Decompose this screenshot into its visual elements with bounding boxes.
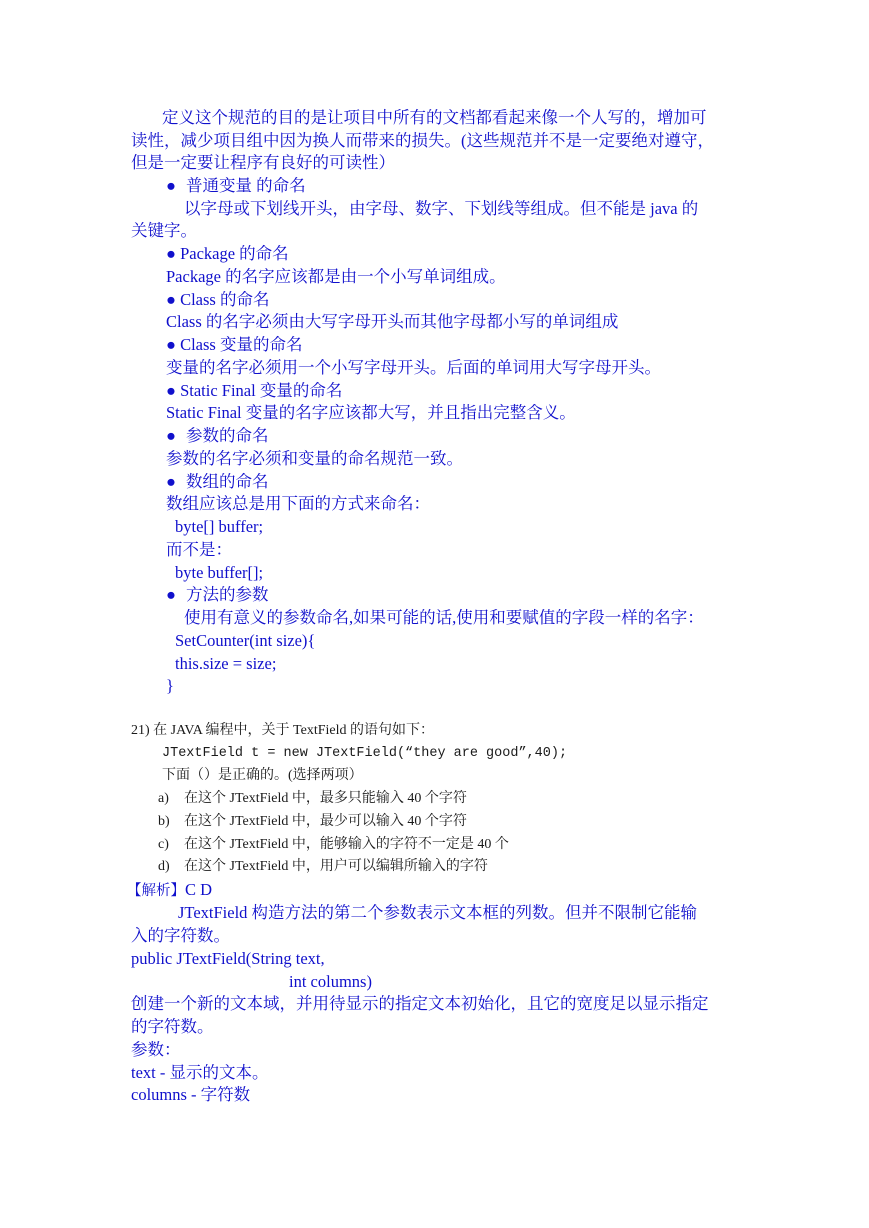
package-desc: Package 的名字应该都是由一个小写单词组成。 [166,267,506,286]
class-title: ● Class 的命名 [166,290,270,309]
answer-value: C D [185,880,213,899]
option-letter: b) [158,814,170,829]
static-title: ● Static Final 变量的命名 [166,381,343,400]
answer-label: 【解析】 [127,883,185,899]
array-title [166,471,269,493]
static-desc: Static Final 变量的名字应该都大写，并且指出完整含义。 [166,403,576,422]
option-text: 在这个 JTextField 中，最少可以输入 40 个字符 [184,814,467,829]
option-letter: a) [158,791,169,806]
param-title-text: 参数的命名 [186,426,269,445]
bullet-icon: ● [166,585,176,604]
option-a [158,789,467,809]
option-text: 在这个 JTextField 中，能够输入的字符不一定是 40 个 [184,837,509,852]
question-stem: 21) 在 JAVA 编程中，关于 TextField 的语句如下： [131,723,435,738]
bullet-icon: ● [166,426,176,445]
option-text: 在这个 JTextField 中，最多只能输入 40 个字符 [184,791,467,806]
array-title-text: 数组的命名 [186,472,269,491]
param-title [166,425,269,447]
desc-line-2: 的字符数。 [131,1017,214,1036]
array-good: byte[] buffer; [175,517,264,536]
var-desc-line-1: 以字母或下划线开头，由字母、数字、下划线等组成。但不能是 java 的 [184,199,699,218]
method-desc: 使用有意义的参数命名,如果可能的话,使用和要赋值的字段一样的名字： [184,608,704,627]
var-title-text: 普通变量 的命名 [186,176,306,195]
array-bad: byte buffer[]; [175,563,264,582]
question-code: JTextField t = new JTextField(“they are good”,40); [162,746,568,761]
var-title [166,175,306,197]
param-text: text - 显示的文本。 [131,1063,269,1082]
params-label: 参数： [131,1040,181,1059]
intro-line-1: 定义这个规范的目的是让项目中所有的文档都看起来像一个人写的，增加可 [162,108,707,127]
package-title: ● Package 的命名 [166,244,289,263]
desc-line-1: 创建一个新的文本域，并用待显示的指定文本初始化，且它的宽度足以显示指定 [131,994,709,1013]
var-desc-line-2: 关键字。 [131,221,197,240]
class-desc: Class 的名字必须由大写字母开头而其他字母都小写的单词组成 [166,312,619,331]
option-b [158,812,467,832]
code-line-2: this.size = size; [175,654,277,673]
signature-line-2: int columns) [289,972,372,991]
expl-line-1: JTextField 构造方法的第二个参数表示文本框的列数。但并不限制它能输 [178,903,698,922]
array-desc: 数组应该总是用下面的方式来命名： [166,494,430,513]
bullet-icon: ● [166,472,176,491]
code-line-1: SetCounter(int size){ [175,631,316,650]
method-title [166,584,269,606]
question-prompt: 下面（）是正确的。(选择两项） [162,768,363,783]
method-title-text: 方法的参数 [186,585,269,604]
answer-line [127,879,212,902]
classvar-desc: 变量的名字必须用一个小写字母开头。后面的单词用大写字母开头。 [166,358,661,377]
bullet-icon: ● [166,176,176,195]
option-d [158,857,488,877]
option-text: 在这个 JTextField 中，用户可以编辑所输入的字符 [184,859,488,874]
option-letter: c) [158,837,169,852]
signature-line-1: public JTextField(String text, [131,949,325,968]
intro-line-2: 读性，减少项目组中因为换人而带来的损失。(这些规范并不是一定要绝对遵守， [131,131,714,150]
param-columns: columns - 字符数 [131,1085,251,1104]
expl-line-2: 入的字符数。 [131,926,230,945]
classvar-title: ● Class 变量的命名 [166,335,303,354]
code-line-3: } [166,676,174,695]
option-letter: d) [158,859,170,874]
intro-line-3: 但是一定要让程序有良好的可读性） [131,153,395,172]
array-not: 而不是： [166,540,232,559]
option-c [158,835,509,855]
param-desc: 参数的名字必须和变量的命名规范一致。 [166,449,463,468]
